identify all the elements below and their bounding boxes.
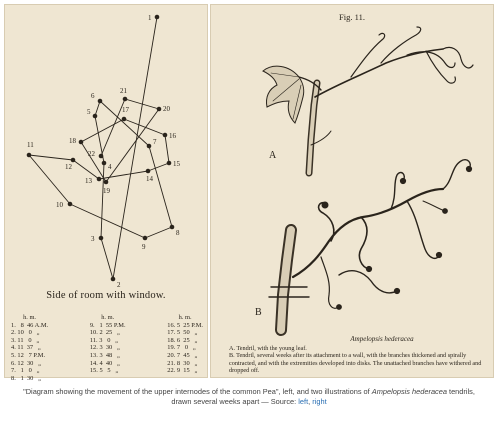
movement-point: [143, 236, 148, 241]
movement-segment: [99, 171, 148, 179]
movement-segment: [113, 17, 157, 279]
movement-segment: [145, 227, 172, 238]
timing-row: 10. 2 25 „: [89, 329, 120, 337]
point-label: 16: [169, 132, 176, 140]
caption-text: tendrils, drawn several weeks apart — Source:: [171, 387, 475, 406]
tendril-a-main-branch: [315, 49, 443, 97]
point-label: 13: [85, 177, 92, 185]
movement-point: [99, 236, 104, 241]
source-link-right[interactable]: right: [312, 397, 327, 406]
timing-column-header: h. m.: [23, 314, 37, 321]
timing-row: 20. 7 45 „: [167, 351, 198, 359]
movement-point: [146, 169, 151, 174]
movement-point: [27, 153, 32, 158]
source-link-left[interactable]: left: [298, 397, 309, 406]
diagram-caption: Side of room with window.: [46, 290, 166, 301]
timing-row: 17. 5 50 „: [167, 329, 198, 337]
movement-point: [68, 202, 73, 207]
timing-column-header: h. m.: [101, 314, 115, 321]
timing-row: 3. 11 0 „: [11, 336, 40, 344]
point-label: 15: [173, 160, 180, 168]
movement-point: [97, 177, 102, 182]
timing-row: 16. 5 25 P.M.: [167, 321, 203, 329]
movement-segment: [95, 101, 100, 116]
timing-row: 22. 9 15 „: [167, 367, 198, 375]
figure-label-a: A: [269, 150, 277, 161]
point-label: 11: [27, 141, 34, 149]
point-label: 12: [65, 163, 72, 171]
point-label: 18: [69, 137, 76, 145]
movement-segment: [148, 163, 169, 171]
timing-row: 15. 5 5 „: [89, 367, 119, 375]
movement-segment: [81, 119, 124, 142]
timing-row: 1. 8 46 A.M.: [11, 321, 49, 329]
movement-point: [122, 117, 127, 122]
pea-movement-diagram: [5, 5, 209, 295]
figure-title: Fig. 11.: [339, 12, 365, 22]
legend-a: A. Tendril, with the young leaf.: [229, 345, 307, 352]
timing-row: 18. 6 25 „: [167, 336, 198, 344]
caption-separator: ,: [308, 397, 313, 406]
timing-row: 5. 12 7 P.M.: [11, 351, 46, 359]
point-label: 17: [122, 106, 129, 114]
caption-species: Ampelopsis hederacea: [371, 387, 447, 396]
movement-segment: [70, 204, 145, 238]
movement-segment: [101, 238, 113, 279]
timing-row: 12. 3 30 „: [89, 344, 120, 352]
tendril-b-drawing: [269, 160, 472, 330]
timing-row: 11. 3 0 „: [89, 336, 119, 344]
movement-point: [93, 114, 98, 119]
timing-column-1: [11, 314, 48, 382]
point-label: 4: [108, 163, 112, 171]
point-label: 22: [88, 150, 95, 158]
movement-point: [79, 140, 84, 145]
movement-point: [147, 144, 152, 149]
caption-text: "Diagram showing the movement of the upper internodes of the common Pea", left, and two illustrations of: [23, 387, 372, 396]
figure-label-b: B: [255, 307, 262, 318]
point-label: 1: [148, 14, 152, 22]
movement-point: [163, 133, 168, 138]
movement-point: [71, 158, 76, 163]
point-label: 14: [146, 175, 153, 183]
movement-point: [111, 277, 116, 282]
image-caption: [20, 387, 478, 407]
point-label: 8: [176, 229, 180, 237]
timing-column-3: [167, 314, 203, 382]
timing-row: 9. 1 55 P.M.: [89, 321, 126, 329]
timing-row: 19. 7 0 „: [167, 344, 196, 352]
ampelopsis-plate: [210, 4, 494, 378]
point-label: 9: [142, 243, 146, 251]
timing-row: 7. 1 0 „: [11, 367, 40, 375]
movement-segment: [29, 155, 70, 204]
point-label: 7: [153, 138, 157, 146]
point-label: 20: [163, 105, 170, 113]
legend-b: B. Tendril, several weeks after its attachment to a wall, with the branches thickened and spirally contracted, and with the extremities developed into disks. The unattached branches have withered and dropped off.: [229, 352, 482, 375]
timing-row: 14. 4 40 „: [89, 359, 120, 367]
point-label: 19: [103, 187, 110, 195]
timing-column-header: h. m.: [178, 314, 192, 321]
movement-segment: [29, 155, 73, 160]
movement-point: [167, 161, 172, 166]
timing-row: 21. 8 30 „: [167, 359, 198, 367]
movement-point: [170, 225, 175, 230]
movement-point: [123, 97, 128, 102]
timing-row: 4. 11 37 „: [11, 344, 41, 352]
timing-table: [11, 314, 203, 382]
timing-row: 8. 1 30 „: [11, 374, 41, 382]
figure-legend: [229, 345, 485, 375]
species-name: Ampelopsis hederacea: [350, 335, 414, 343]
point-label: 6: [91, 92, 95, 100]
tendril-a-drawing: [263, 27, 473, 173]
movement-segment: [124, 119, 165, 135]
movement-point: [104, 180, 109, 185]
point-label: 5: [87, 108, 91, 116]
timing-row: 6. 12 30 „: [11, 359, 41, 367]
movement-point: [99, 154, 104, 159]
timing-row: 2. 10 0 „: [11, 329, 40, 337]
tendril-illustration: [211, 5, 495, 335]
timing-row: 13. 3 48 „: [89, 351, 120, 359]
point-label: 10: [56, 201, 63, 209]
point-label: 21: [120, 87, 127, 95]
movement-point: [98, 99, 103, 104]
pea-movement-plate: [4, 4, 208, 382]
movement-point: [157, 107, 162, 112]
timing-column-2: [90, 314, 126, 382]
point-label: 3: [91, 235, 95, 243]
movement-point: [102, 161, 107, 166]
movement-point: [155, 15, 160, 20]
point-label: 2: [117, 281, 121, 289]
